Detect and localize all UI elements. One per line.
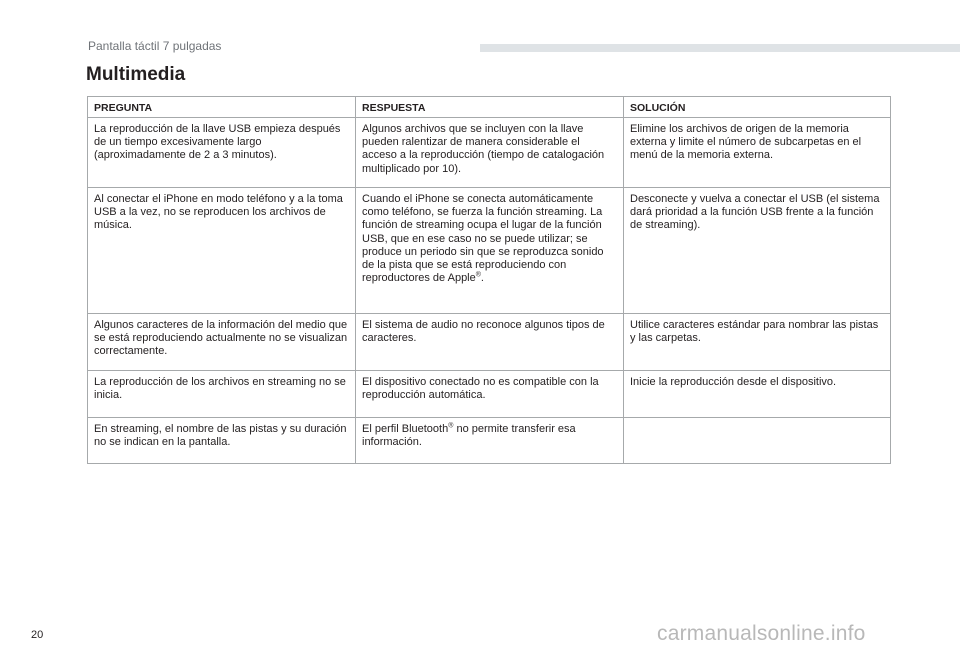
table-row: [88, 314, 891, 371]
header-solucion: SOLUCIÓN: [624, 97, 891, 118]
cell-solucion: Elimine los archivos de origen de la memoria externa y limite el número de subcarpetas en el menú de la memoria externa.: [624, 118, 891, 188]
cell-respuesta-end: .: [480, 272, 484, 285]
table-row: [88, 371, 891, 418]
cell-solucion: Utilice caracteres estándar para nombrar las pistas y las carpetas.: [624, 314, 891, 371]
cell-respuesta-text: El perfil Bluetooth: [362, 423, 449, 435]
cell-respuesta: [356, 188, 624, 314]
header-respuesta: RESPUESTA: [356, 97, 624, 118]
registered-mark: ®: [448, 422, 454, 430]
cell-respuesta-end: no permite transferir esa información.: [362, 423, 576, 449]
cell-pregunta: La reproducción de la llave USB empieza después de un tiempo excesivamente largo (aproximadamente de 2 a 3 minutos).: [88, 118, 356, 188]
cell-solucion: [624, 418, 891, 464]
cell-respuesta: [356, 418, 624, 464]
running-header: Pantalla táctil 7 pulgadas: [88, 39, 222, 53]
table-row: [88, 418, 891, 464]
cell-solucion: Desconecte y vuelva a conectar el USB (el sistema dará prioridad a la función USB frente a la función de streaming).: [624, 188, 891, 314]
page-number: 20: [31, 629, 44, 641]
watermark: carmanualsonline.info: [657, 622, 866, 645]
cell-respuesta-text: Cuando el iPhone se conecta automáticamente como teléfono, se fuerza la función streaming. La función de streaming ocupa el lugar de la función USB, que en ese caso no se puede utilizar; se produce un periodo sin que se reproduzca sonido de la pista que se está reproduciendo con reproductores de Apple: [362, 193, 604, 285]
page-title: Multimedia: [86, 64, 186, 85]
cell-respuesta: El dispositivo conectado no es compatible con la reproducción automática.: [356, 371, 624, 418]
table-header-row: [88, 97, 891, 118]
cell-pregunta: Algunos caracteres de la información del medio que se está reproduciendo actualmente no se visualizan correctamente.: [88, 314, 356, 371]
faq-table: [87, 96, 891, 464]
header-pregunta: PREGUNTA: [88, 97, 356, 118]
cell-solucion: Inicie la reproducción desde el dispositivo.: [624, 371, 891, 418]
cell-pregunta: Al conectar el iPhone en modo teléfono y a la toma USB a la vez, no se reproducen los archivos de música.: [88, 188, 356, 314]
table-row: [88, 188, 891, 314]
cell-respuesta: Algunos archivos que se incluyen con la llave pueden ralentizar de manera considerable el acceso a la reproducción (tiempo de catalogación multiplicado por 10).: [356, 118, 624, 188]
header-bar: [480, 44, 960, 52]
table-row: [88, 118, 891, 188]
registered-mark: ®: [475, 271, 481, 279]
cell-pregunta: En streaming, el nombre de las pistas y su duración no se indican en la pantalla.: [88, 418, 356, 464]
cell-respuesta: El sistema de audio no reconoce algunos tipos de caracteres.: [356, 314, 624, 371]
cell-pregunta: La reproducción de los archivos en streaming no se inicia.: [88, 371, 356, 418]
